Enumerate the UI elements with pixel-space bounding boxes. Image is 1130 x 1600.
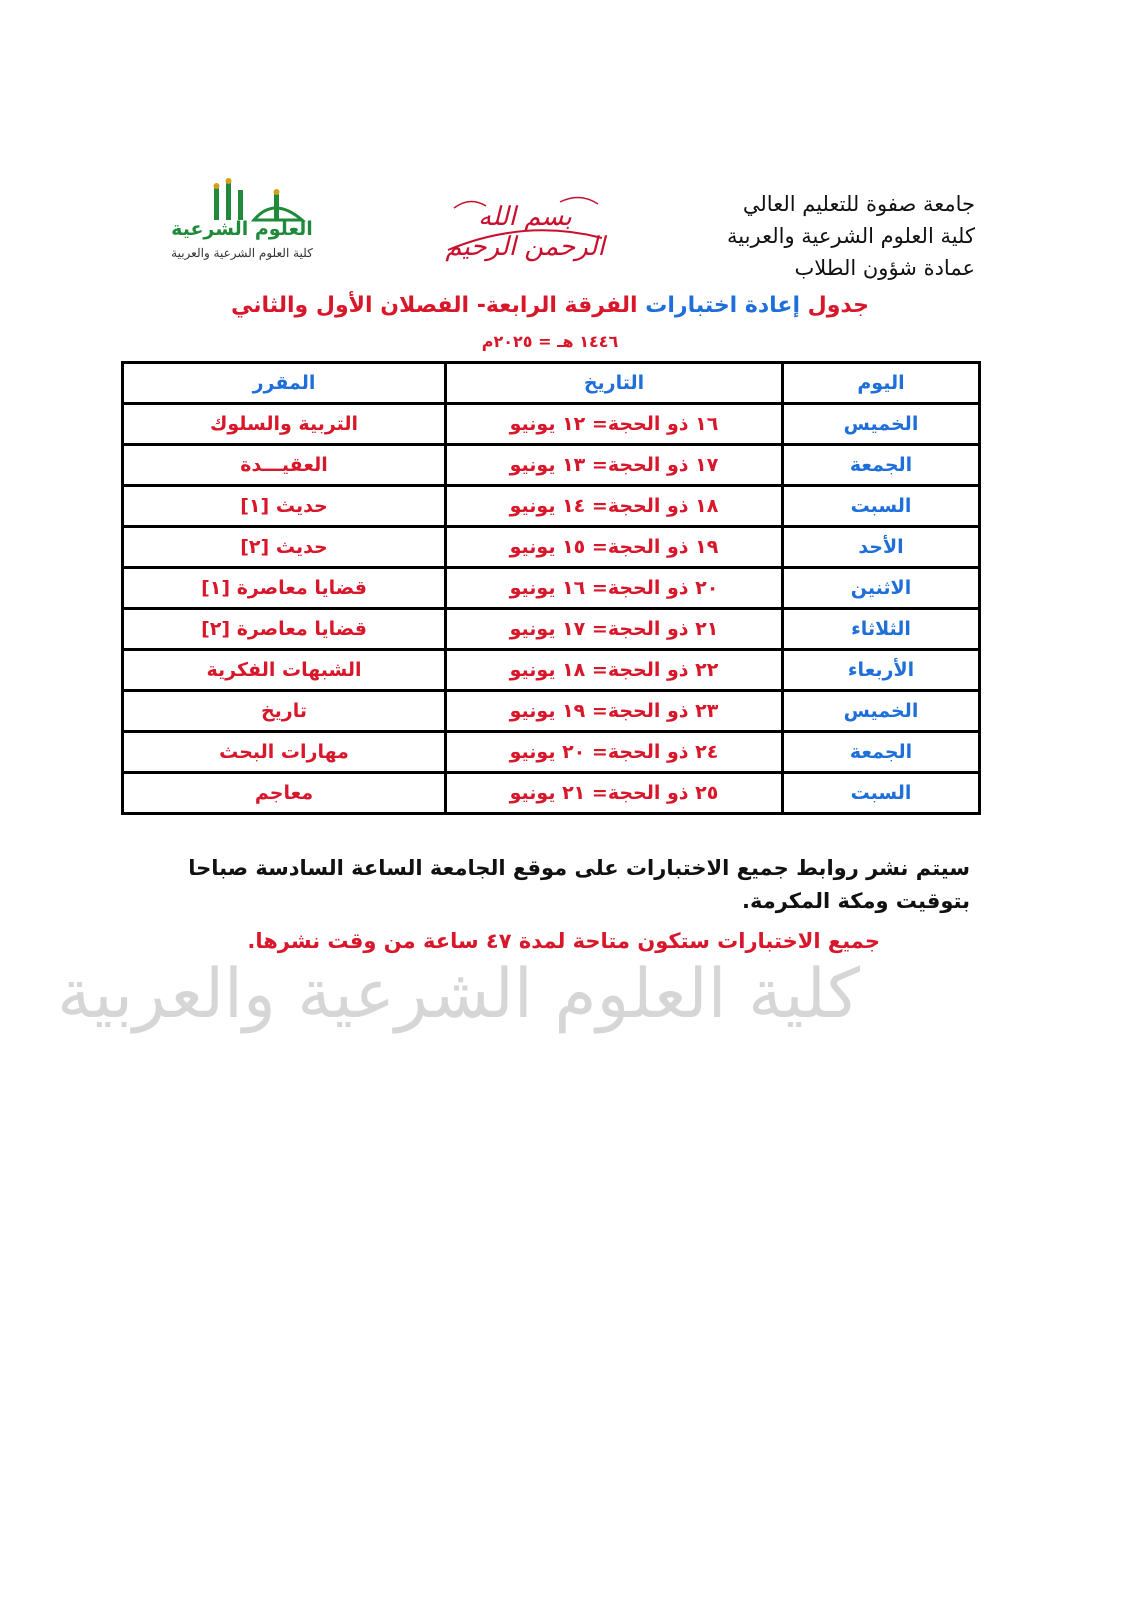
cell-date: ٢٥ ذو الحجة= ٢١ يونيو — [446, 773, 783, 814]
header-course: المقرر — [123, 363, 446, 404]
cell-day: الخميس — [783, 404, 980, 445]
table-row — [123, 650, 980, 691]
cell-day: الثلاثاء — [783, 609, 980, 650]
cell-day: الخميس — [783, 691, 980, 732]
table-row — [123, 568, 980, 609]
college-watermark: كلية العلوم الشرعية والعربية — [57, 955, 860, 1034]
cell-course: العقيـــدة — [123, 445, 446, 486]
cell-course: مهارات البحث — [123, 732, 446, 773]
title-part-level: الفرقة الرابعة- الفصلان الأول والثاني — [231, 293, 638, 318]
page-subtitle-year: ١٤٤٦ هـ = ٢٠٢٥م — [481, 332, 619, 351]
cell-date: ٢٣ ذو الحجة= ١٩ يونيو — [446, 691, 783, 732]
cell-date: ٢٤ ذو الحجة= ٢٠ يونيو — [446, 732, 783, 773]
cell-day: السبت — [783, 486, 980, 527]
table-row — [123, 773, 980, 814]
title-part-reexams: إعادة اختبارات — [645, 293, 800, 318]
table-row — [123, 609, 980, 650]
cell-course: حديث [١] — [123, 486, 446, 527]
cell-date: ٢٠ ذو الحجة= ١٦ يونيو — [446, 568, 783, 609]
header-date: التاريخ — [446, 363, 783, 404]
deanship-name: عمادة شؤون الطلاب — [794, 256, 975, 280]
cell-course: تاريخ — [123, 691, 446, 732]
title-part-schedule: جدول — [807, 293, 869, 318]
table-row — [123, 486, 980, 527]
table-row — [123, 691, 980, 732]
basmala-calligraphy — [440, 188, 610, 268]
logo-name: العلوم الشرعية — [171, 218, 313, 240]
table-row — [123, 527, 980, 568]
logo-subtitle: كلية العلوم الشرعية والعربية — [171, 246, 313, 260]
cell-course: قضايا معاصرة [١] — [123, 568, 446, 609]
cell-course: التربية والسلوك — [123, 404, 446, 445]
cell-date: ١٧ ذو الحجة= ١٣ يونيو — [446, 445, 783, 486]
cell-day: الأربعاء — [783, 650, 980, 691]
table-row — [123, 404, 980, 445]
university-name: جامعة صفوة للتعليم العالي — [742, 192, 975, 216]
page-title — [120, 293, 980, 318]
institution-header — [655, 188, 975, 284]
basmala-text: بسم الله الرحمن الرحيم — [445, 202, 605, 262]
cell-day: السبت — [783, 773, 980, 814]
cell-date: ١٩ ذو الحجة= ١٥ يونيو — [446, 527, 783, 568]
cell-date: ١٦ ذو الحجة= ١٢ يونيو — [446, 404, 783, 445]
college-logo — [162, 178, 332, 273]
cell-day: الأحد — [783, 527, 980, 568]
cell-day: الاثنين — [783, 568, 980, 609]
cell-day: الجمعة — [783, 445, 980, 486]
header-day: اليوم — [783, 363, 980, 404]
cell-course: معاجم — [123, 773, 446, 814]
table-header-row — [123, 363, 980, 404]
cell-course: قضايا معاصرة [٢] — [123, 609, 446, 650]
cell-date: ١٨ ذو الحجة= ١٤ يونيو — [446, 486, 783, 527]
table-row — [123, 732, 980, 773]
links-note: سيتم نشر روابط جميع الاختبارات على موقع الجامعة الساعة السادسة صباحا بتوقيت ومكة المكرمة. — [188, 856, 970, 913]
table-row — [123, 445, 980, 486]
cell-day: الجمعة — [783, 732, 980, 773]
cell-date: ٢٢ ذو الحجة= ١٨ يونيو — [446, 650, 783, 691]
exam-schedule-table — [121, 361, 981, 815]
availability-note: جميع الاختبارات ستكون متاحة لمدة ٤٧ ساعة من وقت نشرها. — [247, 929, 880, 953]
cell-course: الشبهات الفكرية — [123, 650, 446, 691]
cell-course: حديث [٢] — [123, 527, 446, 568]
college-name: كلية العلوم الشرعية والعربية — [727, 224, 975, 248]
cell-date: ٢١ ذو الحجة= ١٧ يونيو — [446, 609, 783, 650]
